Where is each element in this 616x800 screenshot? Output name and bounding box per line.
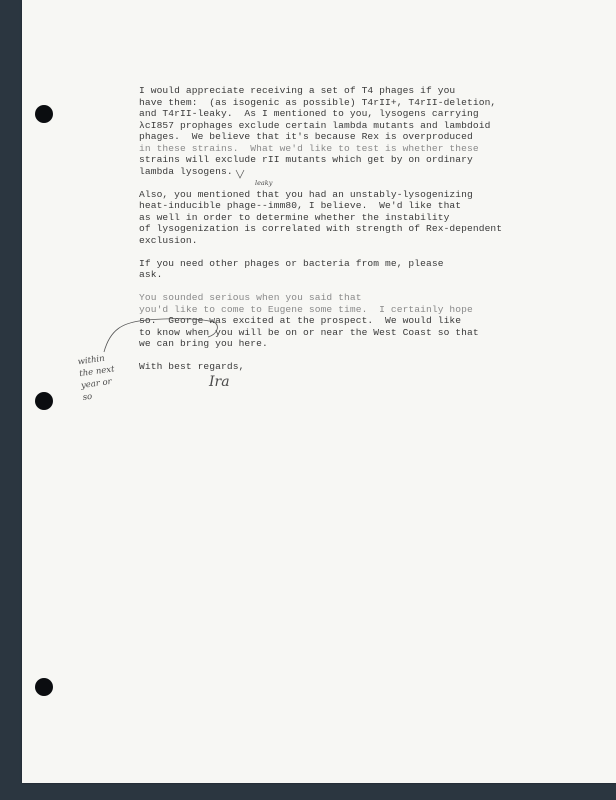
text-line: in these strains. What we'd like to test is whether these bbox=[139, 142, 479, 154]
text-line: heat-inducible phage--imm80, I believe. We'd like that bbox=[139, 200, 462, 211]
text-line: have them: (as isogenic as possible) T4rII+, T4rII-deletion, bbox=[139, 96, 497, 108]
text-line: ask. bbox=[139, 269, 163, 280]
text-line: phages. We believe that it's because Rex is overproduced bbox=[139, 131, 473, 142]
text-line: so. George was excited at the prospect. We would like bbox=[139, 315, 462, 326]
text-line: Also, you mentioned that you had an unstably-lysogenizing bbox=[139, 188, 473, 200]
text-line: I would appreciate receiving a set of T4 phages if you bbox=[139, 85, 456, 96]
closing bbox=[139, 361, 559, 373]
text-line: You sounded serious when you said that bbox=[139, 292, 362, 303]
text-line: If you need other phages or bacteria from me, please bbox=[139, 257, 444, 269]
note-line: the next bbox=[78, 364, 116, 380]
paragraph-imm80 bbox=[139, 189, 559, 247]
text-line: and T4rII-leaky. As I mentioned to you, lysogens carrying bbox=[139, 108, 479, 119]
paragraph-visit bbox=[139, 292, 559, 350]
text-line: as well in order to determine whether the instability bbox=[139, 211, 450, 223]
text-line: exclusion. bbox=[139, 234, 198, 246]
note-line: so bbox=[82, 391, 93, 403]
note-line: year or bbox=[80, 376, 113, 392]
punch-hole-bottom bbox=[35, 678, 53, 696]
letter-body bbox=[139, 85, 559, 384]
paragraph-offer bbox=[139, 258, 559, 281]
text-line: we can bring you here. bbox=[139, 338, 268, 349]
text-line: to know when you will be on or near the West Coast so that bbox=[139, 326, 479, 338]
paragraph-request bbox=[139, 85, 559, 177]
punch-hole-top bbox=[35, 105, 53, 123]
handwritten-signature: Ira bbox=[209, 374, 230, 390]
text-line: strains will exclude rII mutants which get by on ordinary bbox=[139, 154, 473, 165]
handwritten-insert: leaky bbox=[255, 179, 273, 187]
text-line: you'd like to come to Eugene some time. I certainly hope bbox=[139, 303, 473, 315]
punch-hole-middle bbox=[35, 392, 53, 410]
text-line: of lysogenization is correlated with strength of Rex-dependent bbox=[139, 223, 503, 234]
text-line: λcI857 prophages exclude certain lambda mutants and lambdoid bbox=[139, 119, 491, 131]
text-line: lambda lysogens. bbox=[139, 165, 233, 177]
note-line: within bbox=[77, 353, 106, 368]
text-line: With best regards, bbox=[139, 361, 245, 372]
handwritten-margin-note bbox=[77, 348, 143, 404]
letter-page bbox=[22, 0, 616, 783]
